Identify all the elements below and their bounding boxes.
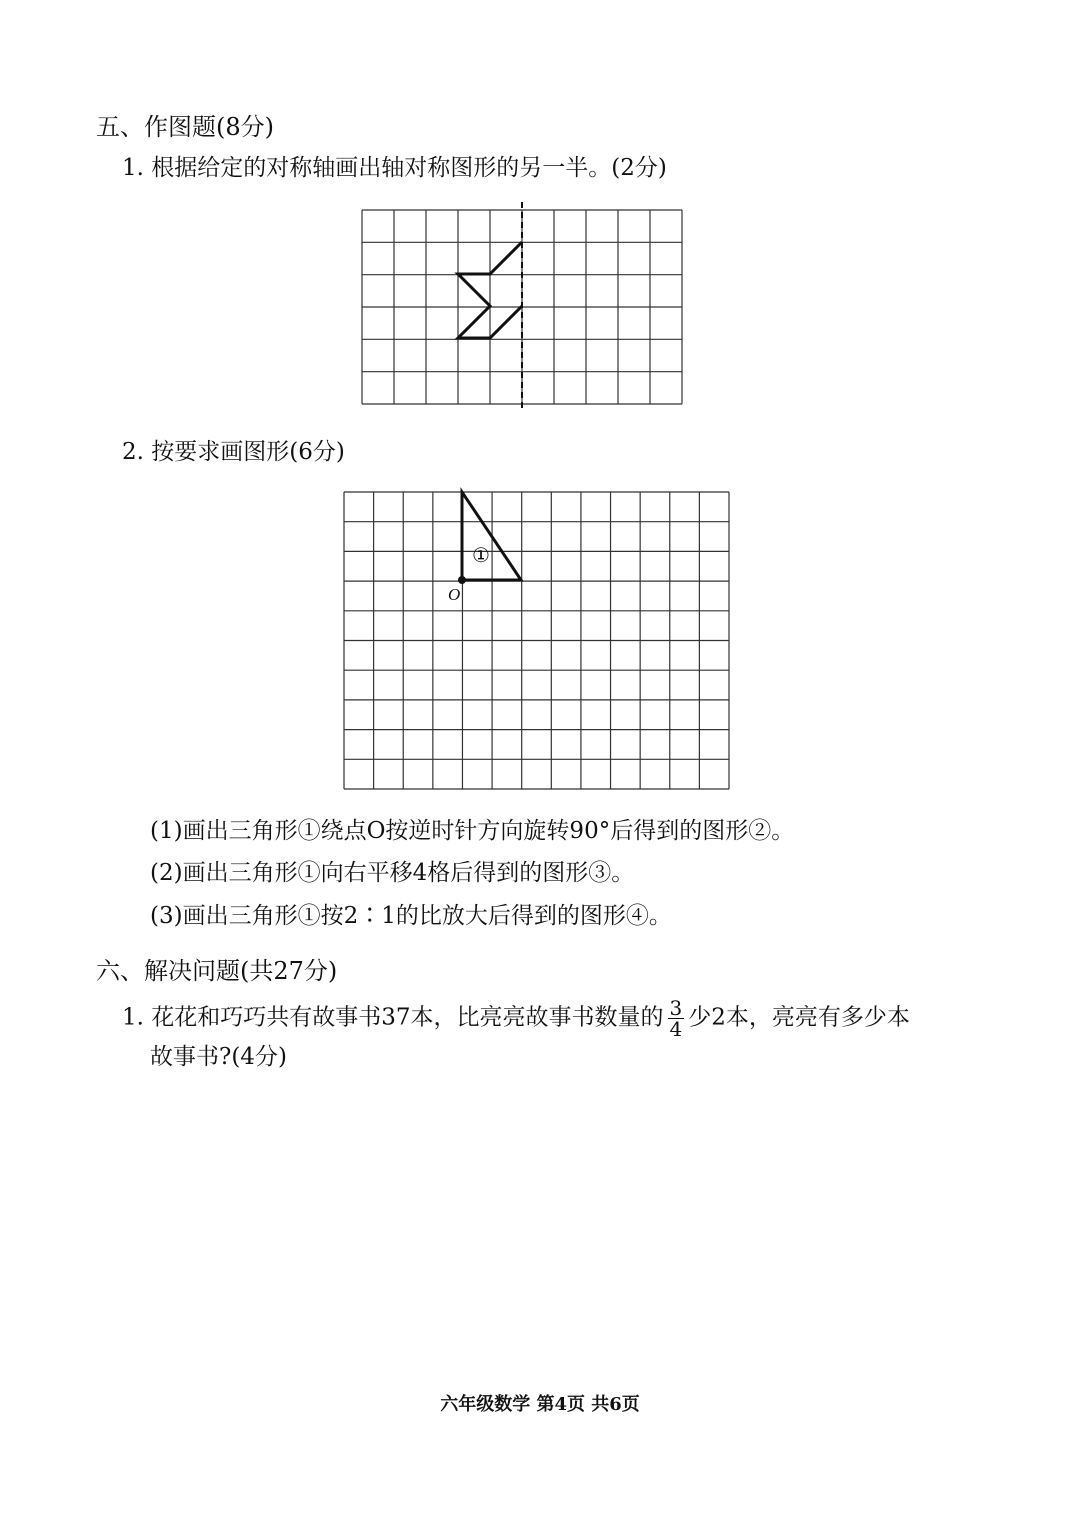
fraction-numerator: 3 xyxy=(669,996,683,1020)
fraction-three-quarters xyxy=(668,998,685,1039)
point-o-label: O xyxy=(448,585,461,604)
fraction-denominator: 4 xyxy=(669,1017,683,1041)
section5-heading: 五、作图题(8分) xyxy=(96,113,274,141)
sub-question-3: (3)画出三角形①按2∶1的比放大后得到的图形④。 xyxy=(150,903,672,929)
point-o xyxy=(458,576,466,584)
page-footer: 六年级数学 第4页 共6页 xyxy=(440,1394,640,1415)
sub-question-1: (1)画出三角形①绕点O按逆时针方向旋转90°后得到的图形②。 xyxy=(150,818,795,844)
transform-grid xyxy=(344,492,729,789)
symmetry-grid xyxy=(362,210,682,404)
triangle-1-label: ① xyxy=(472,543,490,567)
question-5-1-text: 1. 根据给定的对称轴画出轴对称图形的另一半。(2分) xyxy=(122,155,667,181)
question-6-1-line2: 故事书?(4分) xyxy=(150,1044,287,1070)
sub-question-2: (2)画出三角形①向右平移4格后得到的图形③。 xyxy=(150,860,635,886)
question-6-1-text-after: 少2本，亮亮有多少本 xyxy=(688,1004,910,1031)
question-6-1-line1 xyxy=(122,998,910,1039)
question-6-1-text-before: 1. 花花和巧巧共有故事书37本，比亮亮故事书数量的 xyxy=(122,1004,664,1031)
question-5-2-text: 2. 按要求画图形(6分) xyxy=(122,439,345,465)
section6-heading: 六、解决问题(共27分) xyxy=(96,957,338,985)
